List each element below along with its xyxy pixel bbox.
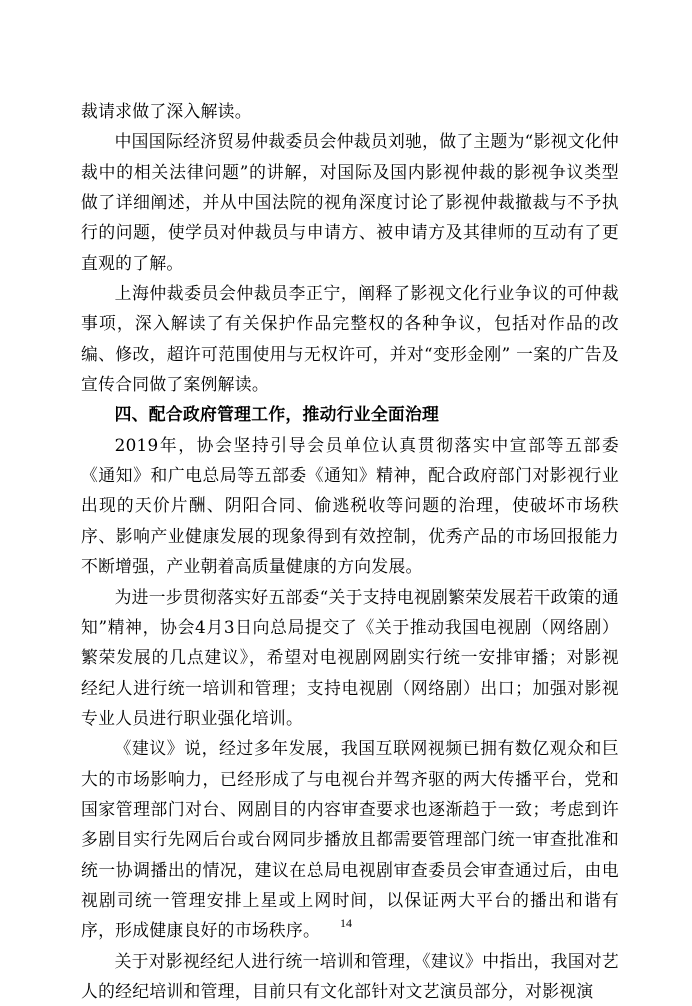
paragraph-continuation: 裁请求做了深入解读。 <box>81 101 252 121</box>
paragraph-five-ministries-notice: 为进一步贯彻落实好五部委“关于支持电视剧繁荣发展若干政策的通知”精神，协会4月3日向总局提交了《关于推动我国电视剧（网络剧）繁荣发展的几点建议》，希望对电视剧网剧实行统一安排审播；对影视经纪人进行统一培训和管理；支持电视剧（网络剧）出口；加强对影视专业人员进行职业强化培训。 <box>81 586 619 728</box>
paragraph-arbitrator-liu-chi: 中国国际经济贸易仲裁委员会仲裁员刘驰，做了主题为“影视文化仲裁中的相关法律问题”的讲解，对国际及国内影视仲裁的影视争议类型做了详细阐述，并从中国法院的视角深度讨论了影视仲裁撤裁与不予执行的问题，使学员对仲裁员与申请方、被申请方及其律师的互动有了更直观的了解。 <box>81 131 619 273</box>
page-number: 14 <box>340 916 352 930</box>
paragraph-2019-governance: 2019年，协会坚持引导会员单位认真贯彻落实中宣部等五部委《通知》和广电总局等五部委《通知》精神，配合政府部门对影视行业出现的天价片酬、阴阳合同、偷逃税收等问题的治理，使破坏市场秩序、影响产业健康发展的现象得到有效控制，优秀产品的市场回报能力不断增强，产业朝着高质量健康的方向发展。 <box>81 434 619 577</box>
paragraph-suggestions-detail: 《建议》说，经过多年发展，我国互联网视频已拥有数亿观众和巨大的市场影响力，已经形成了与电视台并驾齐驱的两大传播平台，党和国家管理部门对台、网剧目的内容审查要求也逐渐趋于一致；考虑到许多剧目实行先网后台或台网同步播放且都需要管理部门统一审查批准和统一协调播出的情况，建议在总局电视剧审查委员会审查通过后，由电视剧司统一管理安排上星或上网时间，以保证两大平台的播出和谐有序，形成健康良好的市场秩序。 <box>81 738 619 941</box>
paragraph-agent-training: 关于对影视经纪人进行统一培训和管理，《建议》中指出，我国对艺人的经纪培训和管理，目前只有文化部针对文艺演员部分，对影视演 <box>81 950 619 1001</box>
paragraph-arbitrator-li-zhengning: 上海仲裁委员会仲裁员李正宁，阐释了影视文化行业争议的可仲裁事项，深入解读了有关保护作品完整权的各种争议，包括对作品的改编、修改，超许可范围使用与无权许可，并对“变形金刚” 一案的广告及宣传合同做了案例解读。 <box>81 283 619 395</box>
section-heading-four: 四、配合政府管理工作，推动行业全面治理 <box>114 404 440 425</box>
document-body <box>81 96 619 1006</box>
